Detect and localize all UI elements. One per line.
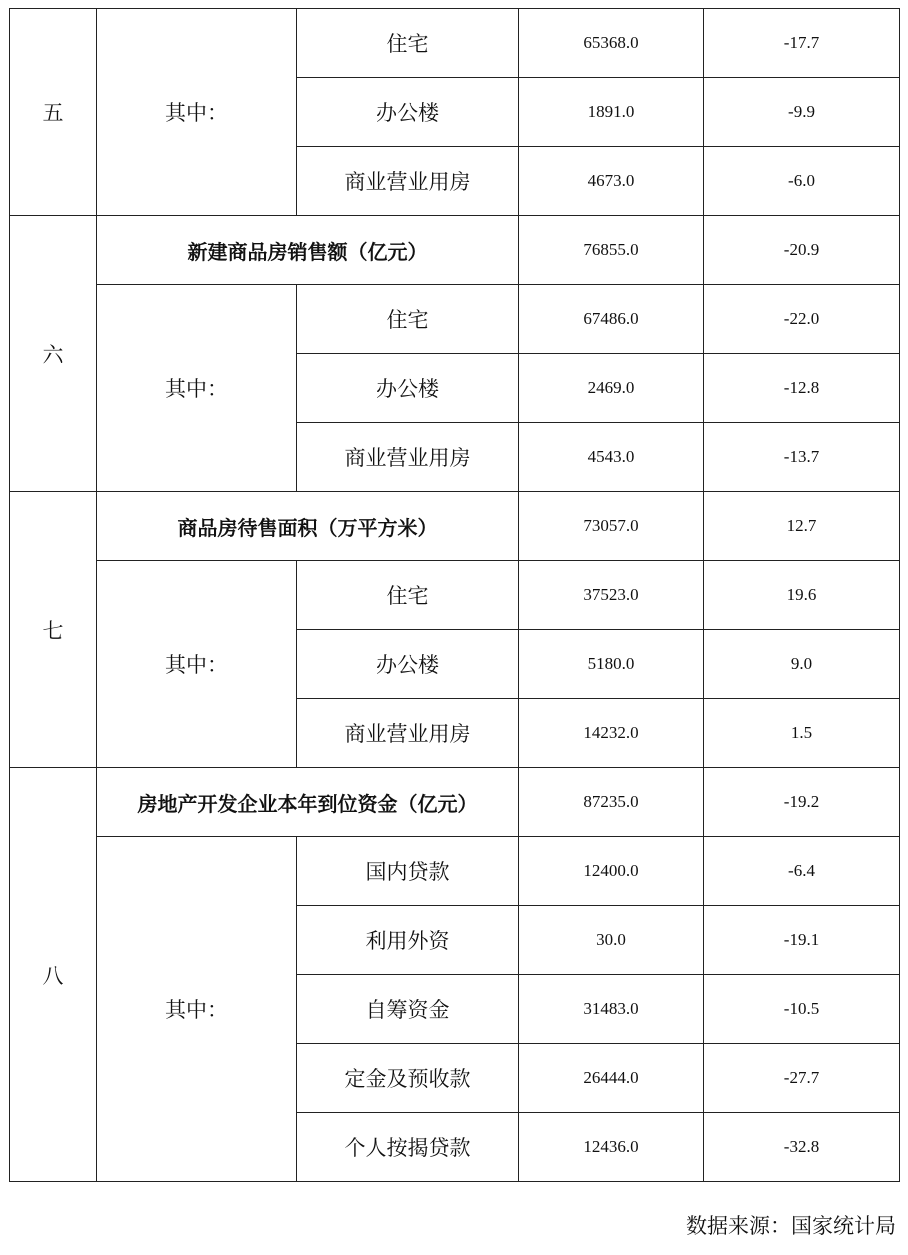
item-change: 9.0 [704, 630, 900, 699]
item-change: -6.0 [704, 147, 900, 216]
item-name: 利用外资 [297, 906, 519, 975]
table-row [10, 216, 900, 285]
item-name: 自筹资金 [297, 975, 519, 1044]
item-name: 商业营业用房 [297, 147, 519, 216]
table-row [10, 285, 900, 354]
item-value: 4673.0 [519, 147, 704, 216]
item-name: 定金及预收款 [297, 1044, 519, 1113]
table-row [10, 9, 900, 78]
sub-label: 其中： [97, 561, 297, 768]
item-change: -22.0 [704, 285, 900, 354]
section-number: 五 [10, 9, 97, 216]
item-change: -6.4 [704, 837, 900, 906]
section-header-change: 12.7 [704, 492, 900, 561]
section-header-label: 房地产开发企业本年到位资金（亿元） [97, 768, 519, 837]
table-row [10, 561, 900, 630]
section-number: 六 [10, 216, 97, 492]
item-name: 个人按揭贷款 [297, 1113, 519, 1182]
item-value: 5180.0 [519, 630, 704, 699]
table-row [10, 837, 900, 906]
item-value: 31483.0 [519, 975, 704, 1044]
item-change: -13.7 [704, 423, 900, 492]
sub-label: 其中： [97, 9, 297, 216]
item-value: 4543.0 [519, 423, 704, 492]
item-value: 1891.0 [519, 78, 704, 147]
item-change: -10.5 [704, 975, 900, 1044]
item-value: 67486.0 [519, 285, 704, 354]
item-change: -9.9 [704, 78, 900, 147]
section-header-value: 73057.0 [519, 492, 704, 561]
item-value: 12436.0 [519, 1113, 704, 1182]
section-header-value: 87235.0 [519, 768, 704, 837]
section-number: 八 [10, 768, 97, 1182]
item-change: -32.8 [704, 1113, 900, 1182]
item-value: 14232.0 [519, 699, 704, 768]
item-name: 国内贷款 [297, 837, 519, 906]
table-row [10, 768, 900, 837]
section-header-value: 76855.0 [519, 216, 704, 285]
item-change: 19.6 [704, 561, 900, 630]
item-name: 办公楼 [297, 78, 519, 147]
item-change: -12.8 [704, 354, 900, 423]
item-change: -27.7 [704, 1044, 900, 1113]
data-source-note: 数据来源：国家统计局 [686, 1214, 896, 1238]
item-name: 商业营业用房 [297, 423, 519, 492]
stats-table [9, 8, 900, 1182]
item-value: 37523.0 [519, 561, 704, 630]
item-value: 65368.0 [519, 9, 704, 78]
item-change: 1.5 [704, 699, 900, 768]
item-change: -19.1 [704, 906, 900, 975]
item-name: 住宅 [297, 561, 519, 630]
item-name: 办公楼 [297, 354, 519, 423]
section-header-change: -19.2 [704, 768, 900, 837]
section-header-label: 新建商品房销售额（亿元） [97, 216, 519, 285]
section-header-change: -20.9 [704, 216, 900, 285]
sub-label: 其中： [97, 837, 297, 1182]
item-name: 商业营业用房 [297, 699, 519, 768]
item-change: -17.7 [704, 9, 900, 78]
section-header-label: 商品房待售面积（万平方米） [97, 492, 519, 561]
item-value: 30.0 [519, 906, 704, 975]
item-name: 住宅 [297, 285, 519, 354]
item-name: 办公楼 [297, 630, 519, 699]
sub-label: 其中： [97, 285, 297, 492]
item-value: 2469.0 [519, 354, 704, 423]
section-number: 七 [10, 492, 97, 768]
item-name: 住宅 [297, 9, 519, 78]
table-row [10, 492, 900, 561]
item-value: 12400.0 [519, 837, 704, 906]
item-value: 26444.0 [519, 1044, 704, 1113]
